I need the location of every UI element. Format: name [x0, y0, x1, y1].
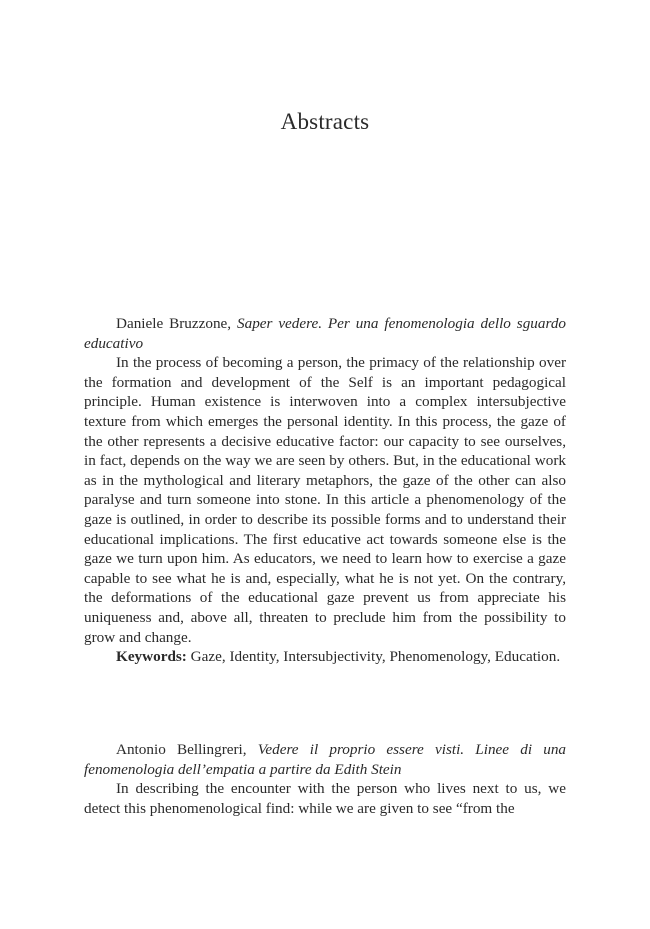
- abstract-body: In describing the encounter with the person who lives next to us, we detect this phenomenological find: while we are given to see “from the: [84, 780, 566, 817]
- keywords-list: Gaze, Identity, Intersubjectivity, Phenomenology, Education.: [190, 648, 561, 666]
- keywords-label: Keywords:: [116, 648, 187, 666]
- page-title: Abstracts: [280, 109, 370, 134]
- abstract-heading: [84, 314, 566, 353]
- abstract-bellingreri: [84, 740, 566, 818]
- abstract-heading: [84, 740, 566, 779]
- abstract-bruzzone: [84, 314, 566, 667]
- author-name: Antonio Bellingreri,: [116, 741, 247, 758]
- author-name: Daniele Bruzzone,: [116, 315, 232, 332]
- work-title: Saper vedere. Per una fenomenologia dello sguardo educativo: [84, 315, 567, 352]
- keywords-line: [84, 647, 566, 667]
- abstract-body: In the process of becoming a person, the primacy of the relationship over the formation and development of the Self is an important pedagogical principle. Human existence is interwoven into a complex intersubjective texture from which emerges the personal identity. In this process, the gaze of the other represents a decisive educative factor: our capacity to see ourselves, in fact, depends on the way we are seen by others. But, in the educational work as in the mythological and literary metaphors, the gaze of the other can also paralyse and turn someone into stone. In this article a phenomenology of the gaze is outlined, in order to describe its possible forms and to understand their educational implications. The first educative act towards someone else is the gaze we turn upon him. As educators, we need to learn how to exercise a gaze capable to see what he is and, especially, what he is not yet. On the contrary, the deformations of the educational gaze prevent us from appreciate his uniqueness and, above all, threaten to preclude him from the possibility to grow and change.: [84, 354, 566, 646]
- work-title: Vedere il proprio essere visti. Linee di una fenomenologia dell’empatia a partire da Edith Stein: [84, 741, 567, 778]
